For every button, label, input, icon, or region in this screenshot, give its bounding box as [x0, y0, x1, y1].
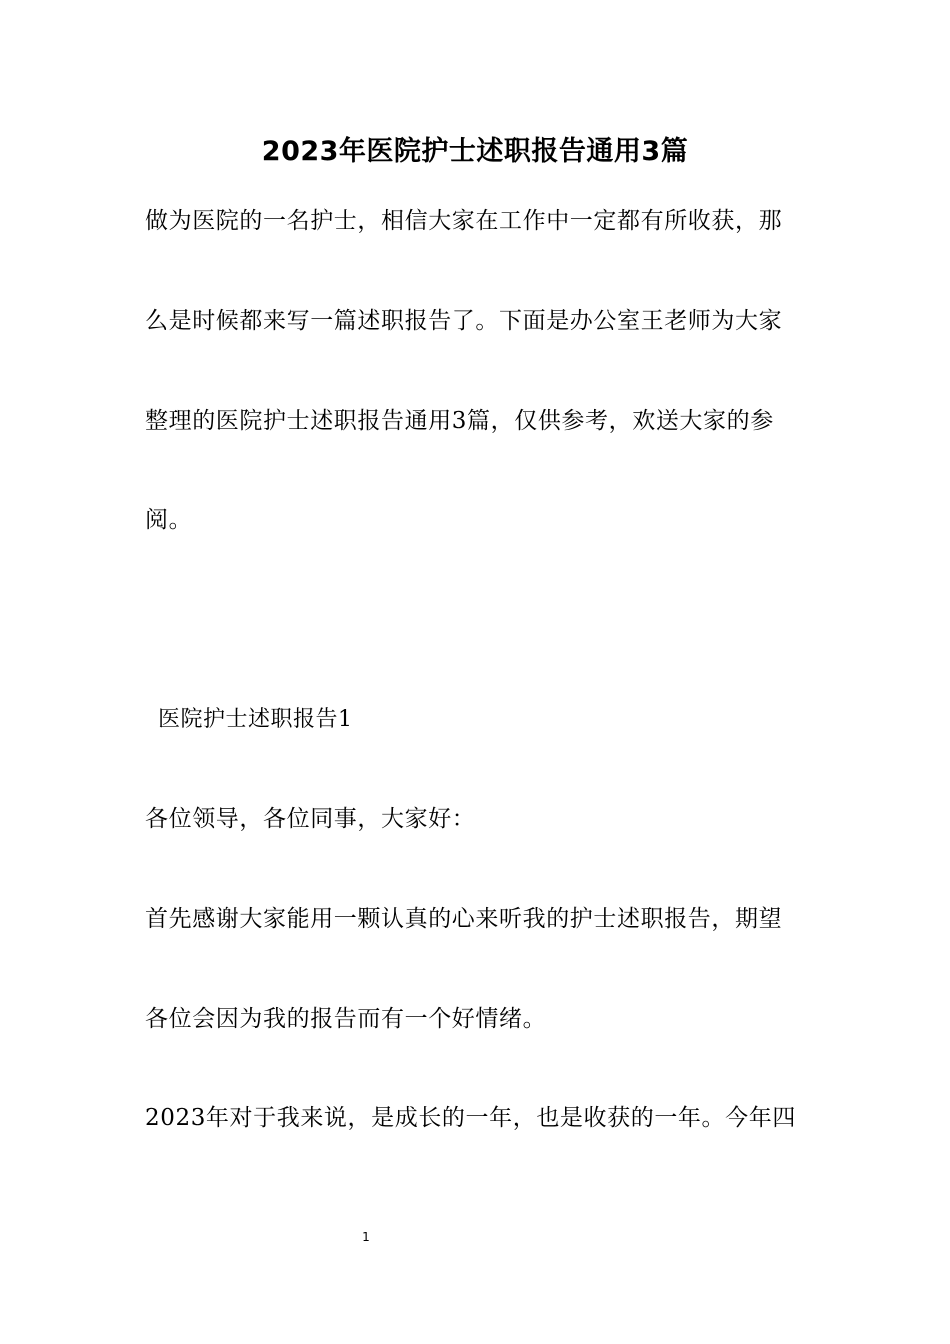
body-line-2: 首先感谢大家能用一颗认真的心来听我的护士述职报告，期望 [145, 906, 783, 932]
section-heading: 医院护士述职报告1 [158, 707, 353, 732]
intro-line-3: 整理的医院护士述职报告通用3篇，仅供参考，欢送大家的参 [145, 408, 774, 434]
intro-line-2: 么是时候都来写一篇述职报告了。下面是办公室王老师为大家 [145, 308, 783, 334]
page-number: 1 [362, 1230, 370, 1244]
intro-line-1: 做为医院的一名护士，相信大家在工作中一定都有所收获，那 [145, 208, 783, 234]
body-line-1: 各位领导，各位同事，大家好： [145, 806, 476, 832]
body-line-4: 2023年对于我来说，是成长的一年，也是收获的一年。今年四 [145, 1105, 796, 1131]
document-title: 2023年医院护士述职报告通用3篇 [261, 136, 689, 167]
intro-line-4: 阅。 [145, 507, 193, 533]
body-line-3: 各位会因为我的报告而有一个好情绪。 [145, 1006, 547, 1032]
